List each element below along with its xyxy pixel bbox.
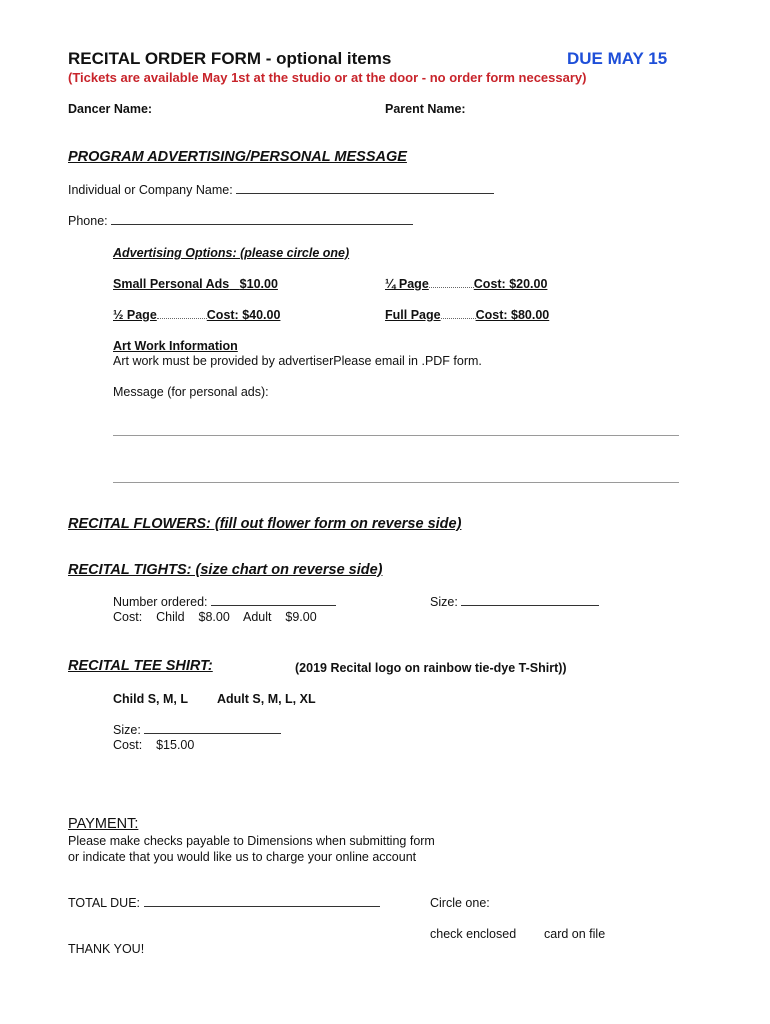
art-work-text: Art work must be provided by advertiserPlease email in .PDF form. <box>113 354 482 368</box>
check-enclosed-option[interactable]: check enclosed <box>430 927 517 941</box>
full-page-leader <box>441 317 476 319</box>
tights-cost-label: Cost: <box>113 610 143 624</box>
payment-heading: PAYMENT: <box>68 816 139 832</box>
message-line-2[interactable] <box>113 482 679 483</box>
payment-line-1: Please make checks payable to Dimensions when submitting form <box>68 834 435 848</box>
quarter-page-price: Cost: $20.00 <box>473 277 548 291</box>
small-ad-option[interactable] <box>113 277 278 291</box>
tights-number-label: Number ordered: <box>113 595 208 609</box>
total-due-field[interactable] <box>68 896 380 910</box>
quarter-page-option[interactable] <box>385 277 547 291</box>
phone-field[interactable] <box>68 214 413 228</box>
form-title: RECITAL ORDER FORM - optional items <box>68 49 392 68</box>
tickets-notice: (Tickets are available May 1st at the studio or at the door - no order form necessary) <box>68 70 587 85</box>
company-name-line <box>236 192 494 194</box>
tee-cost-row <box>113 738 194 752</box>
dancer-name-label: Dancer Name: <box>68 102 153 116</box>
tights-child-price: $8.00 <box>198 610 230 624</box>
total-due-line <box>144 905 380 907</box>
tee-adult-sizes[interactable]: Adult S, M, L, XL <box>217 692 316 706</box>
tee-price: $15.00 <box>156 738 195 752</box>
full-page-price: Cost: $80.00 <box>475 308 550 322</box>
tee-size-label: Size: <box>113 723 141 737</box>
advertising-heading: PROGRAM ADVERTISING/PERSONAL MESSAGE <box>68 149 407 165</box>
total-due-label: TOTAL DUE: <box>68 896 141 910</box>
message-label: Message (for personal ads): <box>113 385 269 399</box>
payment-line-2: or indicate that you would like us to charge your online account <box>68 850 417 864</box>
tee-child-sizes[interactable]: Child S, M, L <box>113 692 188 706</box>
tights-adult-label: Adult <box>242 610 272 624</box>
art-work-title: Art Work Information <box>113 339 238 353</box>
parent-name-label: Parent Name: <box>385 102 466 116</box>
company-name-label: Individual or Company Name: <box>68 183 233 197</box>
half-page-label: ½ Page <box>113 308 157 322</box>
phone-label: Phone: <box>68 214 108 228</box>
flowers-heading: RECITAL FLOWERS: (fill out flower form on reverse side) <box>68 516 462 532</box>
message-line-1[interactable] <box>113 435 679 436</box>
quarter-page-leader <box>429 286 474 288</box>
circle-one-label: Circle one: <box>430 896 490 910</box>
tights-child-label: Child <box>156 610 185 624</box>
company-name-field[interactable] <box>68 183 494 197</box>
phone-line <box>111 223 413 225</box>
tights-size-field[interactable] <box>430 595 599 609</box>
half-page-leader <box>157 317 207 319</box>
tights-number-line <box>211 604 336 606</box>
tights-cost-row <box>113 610 317 624</box>
tee-size-line <box>144 732 281 734</box>
half-page-price: Cost: $40.00 <box>206 308 281 322</box>
tights-size-label: Size: <box>430 595 458 609</box>
tights-number-field[interactable] <box>113 595 336 609</box>
half-page-option[interactable] <box>113 308 280 322</box>
small-ad-label: Small Personal Ads <box>113 277 230 291</box>
tee-heading: RECITAL TEE SHIRT: <box>68 658 213 674</box>
advertising-options-title: Advertising Options: (please circle one) <box>113 246 350 260</box>
tee-size-field[interactable] <box>113 723 281 737</box>
small-ad-price: $10.00 <box>239 277 278 291</box>
tights-adult-price: $9.00 <box>285 610 317 624</box>
due-date: DUE MAY 15 <box>567 49 668 68</box>
full-page-label: Full Page <box>385 308 441 322</box>
quarter-page-label: ¼ Page <box>385 277 429 291</box>
tights-size-line <box>461 604 599 606</box>
card-on-file-option[interactable]: card on file <box>544 927 606 941</box>
tee-cost-label: Cost: <box>113 738 143 752</box>
tee-note: (2019 Recital logo on rainbow tie-dye T-Shirt)) <box>295 661 567 675</box>
full-page-option[interactable] <box>385 308 549 322</box>
thank-you-text: THANK YOU! <box>68 942 145 956</box>
tights-heading: RECITAL TIGHTS: (size chart on reverse side) <box>68 562 383 578</box>
